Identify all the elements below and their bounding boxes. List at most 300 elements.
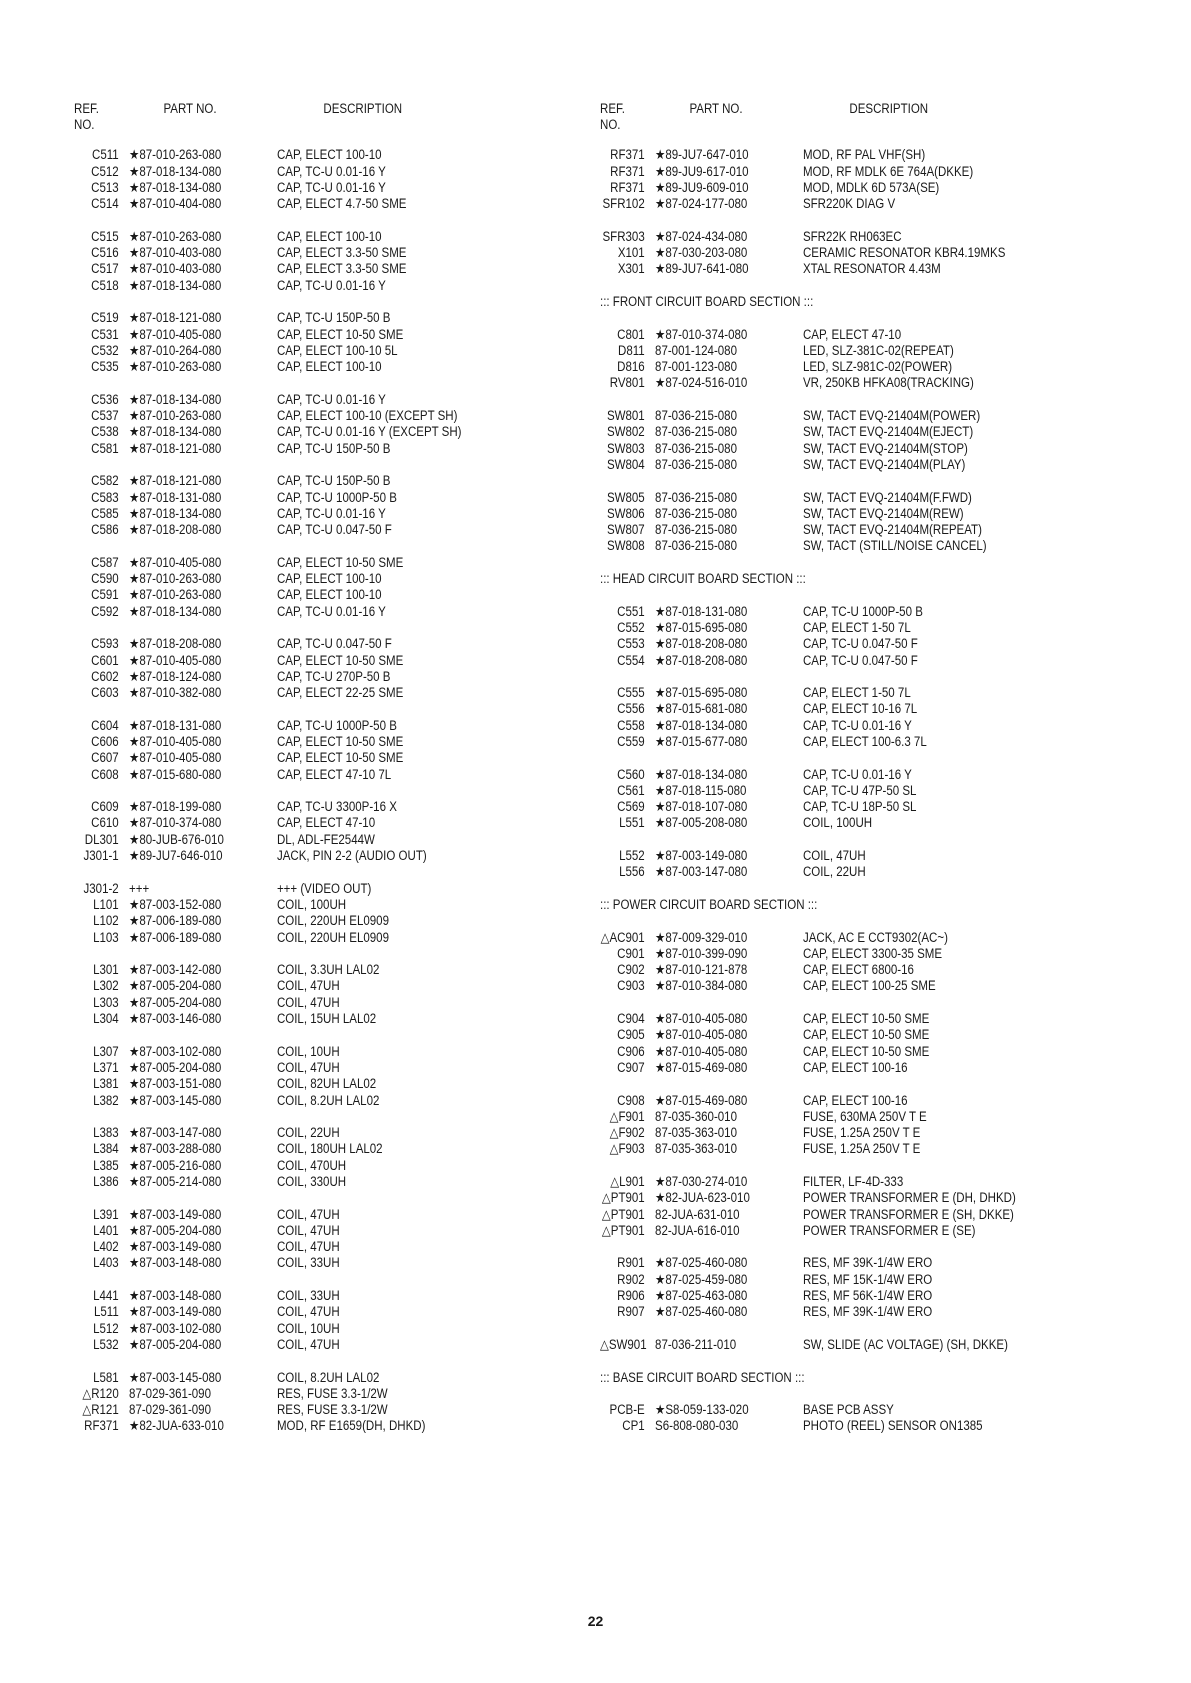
part-number: ★87-015-681-080 <box>655 701 748 717</box>
part-number: ★87-010-404-080 <box>129 196 222 212</box>
ref-number: C511 <box>92 147 119 163</box>
ref-number: C607 <box>91 750 119 766</box>
part-row <box>74 799 556 815</box>
part-description: COIL, 47UH <box>276 1239 340 1255</box>
ref-number: DL301 <box>84 831 119 847</box>
part-description: CAP, TC-U 0.01-16 Y <box>276 277 386 293</box>
part-description: SFR22K RH063EC <box>802 228 902 244</box>
part-description: CAP, TC-U 0.047-50 F <box>802 636 918 652</box>
part-row <box>74 1093 556 1109</box>
part-description: FUSE, 1.25A 250V T E <box>802 1141 921 1157</box>
part-number: 87-036-211-010 <box>655 1336 737 1352</box>
ref-number: L371 <box>93 1059 119 1075</box>
part-description: COIL, 47UH <box>276 1222 340 1238</box>
part-number: ★87-018-121-080 <box>129 440 222 456</box>
ref-number: L403 <box>93 1255 119 1271</box>
ref-number: J301-2 <box>83 880 119 896</box>
part-description: CAP, ELECT 10-16 7L <box>802 701 918 717</box>
ref-number: C902 <box>617 962 645 978</box>
part-row <box>600 1125 1082 1141</box>
part-description: CAP, ELECT 10-50 SME <box>802 1011 930 1027</box>
part-row <box>600 718 1082 734</box>
ref-number: △R120 <box>82 1385 119 1401</box>
part-number: ★87-003-149-080 <box>129 1239 222 1255</box>
ref-number: C908 <box>617 1092 645 1108</box>
part-number: ★87-003-288-080 <box>129 1141 222 1157</box>
part-row <box>600 424 1082 440</box>
part-description: CAP, ELECT 4.7-50 SME <box>276 196 407 212</box>
ref-number: C904 <box>617 1011 645 1027</box>
part-number: ★87-003-151-080 <box>129 1076 222 1092</box>
ref-number: C906 <box>617 1043 645 1059</box>
part-row <box>74 424 556 440</box>
part-row <box>74 278 556 294</box>
part-row <box>74 229 556 245</box>
part-number: ★87-018-134-080 <box>655 717 748 733</box>
part-description: COIL, 15UH LAL02 <box>276 1011 377 1027</box>
part-number: 87-001-123-080 <box>655 359 738 375</box>
part-row <box>600 441 1082 457</box>
part-row <box>600 375 1082 391</box>
part-description: COIL, 330UH <box>276 1174 347 1189</box>
part-description: RES, MF 15K-1/4W ERO <box>802 1271 933 1287</box>
part-number: 87-029-361-090 <box>129 1385 212 1401</box>
part-description: SFR220K DIAG V <box>802 196 896 212</box>
part-number: ★87-010-403-080 <box>129 261 222 277</box>
ref-number: △PT901 <box>601 1190 645 1206</box>
part-description: CAP, ELECT 10-50 SME <box>276 733 404 749</box>
part-number: ★87-010-374-080 <box>129 815 222 831</box>
ref-number: △SW901 <box>600 1336 647 1352</box>
part-description: CAP, TC-U 1000P-50 B <box>276 489 397 505</box>
ref-number: C585 <box>91 505 119 521</box>
part-row <box>74 441 556 457</box>
part-number: 82-JUA-631-010 <box>655 1206 740 1222</box>
part-row <box>74 180 556 196</box>
ref-number: R906 <box>617 1288 645 1304</box>
part-description: FUSE, 1.25A 250V T E <box>802 1125 921 1141</box>
part-number: 87-036-215-080 <box>655 408 738 424</box>
ref-number: C905 <box>617 1027 645 1043</box>
part-number: ★87-010-384-080 <box>655 978 748 994</box>
part-row <box>74 1207 556 1223</box>
parts-group <box>74 962 556 1027</box>
part-description: LED, SLZ-381C-02(REPEAT) <box>802 342 954 358</box>
part-row <box>74 604 556 620</box>
part-description: SW, TACT EVQ-21404M(REPEAT) <box>802 522 982 538</box>
part-number: ★87-003-145-080 <box>129 1369 222 1385</box>
part-number: ★87-025-459-080 <box>655 1271 748 1287</box>
ref-number: L303 <box>93 994 119 1010</box>
part-description: RES, FUSE 3.3-1/2W <box>276 1402 388 1418</box>
part-description: CAP, ELECT 10-50 SME <box>802 1027 930 1043</box>
part-description: DL, ADL-FE2544W <box>276 831 375 847</box>
part-row <box>74 636 556 652</box>
part-number: ★87-003-149-080 <box>129 1206 222 1222</box>
column-header <box>74 101 556 133</box>
ref-number: RF371 <box>610 163 645 179</box>
ref-number: SW804 <box>606 456 645 472</box>
part-number: S6-808-080-030 <box>655 1418 739 1434</box>
part-number: ★87-006-189-080 <box>129 929 222 945</box>
part-row <box>600 180 1082 196</box>
part-row <box>600 636 1082 652</box>
ref-number: C559 <box>617 733 645 749</box>
ref-number: C602 <box>91 668 119 684</box>
part-row <box>74 750 556 766</box>
ref-number: C592 <box>91 603 119 619</box>
part-description: COIL, 220UH EL0909 <box>276 929 389 945</box>
part-row <box>600 620 1082 636</box>
part-description: CAP, ELECT 100-10 <box>276 571 382 587</box>
part-row <box>74 1255 556 1271</box>
part-description: CAP, ELECT 1-50 7L <box>802 685 911 701</box>
parts-group <box>600 767 1082 832</box>
ref-number: RV801 <box>609 375 645 391</box>
part-row <box>600 653 1082 669</box>
part-row <box>600 848 1082 864</box>
ref-number: △F901 <box>609 1108 645 1124</box>
part-number: ★82-JUA-623-010 <box>655 1190 750 1206</box>
part-description: JACK, AC E CCT9302(AC~) <box>802 929 948 945</box>
part-number: ★87-018-134-080 <box>129 163 222 179</box>
ref-number: C551 <box>617 603 645 619</box>
part-row <box>74 1011 556 1027</box>
part-row <box>600 1190 1082 1206</box>
part-number: 87-036-215-080 <box>655 538 738 554</box>
part-row <box>600 930 1082 946</box>
part-row <box>74 506 556 522</box>
ref-number: C569 <box>617 799 645 815</box>
part-row <box>74 408 556 424</box>
part-description: MOD, RF MDLK 6E 764A(DKKE) <box>802 163 974 179</box>
part-description: CAP, ELECT 100-10 <box>276 587 382 603</box>
ref-number: C537 <box>91 408 119 424</box>
part-description: SW, TACT EVQ-21404M(PLAY) <box>802 456 966 472</box>
part-description: COIL, 47UH <box>276 1304 340 1320</box>
part-row <box>600 245 1082 261</box>
part-row <box>600 164 1082 180</box>
part-number: 87-035-363-010 <box>655 1125 738 1141</box>
part-row <box>600 1093 1082 1109</box>
part-row <box>600 522 1082 538</box>
part-row <box>74 1304 556 1320</box>
part-number: ★87-010-263-080 <box>129 147 222 163</box>
part-number: ★87-018-134-080 <box>129 505 222 521</box>
part-row <box>74 310 556 326</box>
part-description: FILTER, LF-4D-333 <box>802 1174 904 1189</box>
ref-number: L552 <box>619 848 645 864</box>
part-description: CAP, TC-U 18P-50 SL <box>802 799 917 815</box>
part-description: SW, TACT EVQ-21404M(F.FWD) <box>802 489 972 505</box>
ref-number: L101 <box>93 896 119 912</box>
part-row <box>74 995 556 1011</box>
part-number: ★87-003-148-080 <box>129 1255 222 1271</box>
ref-number: SW801 <box>606 408 645 424</box>
part-number: 87-035-363-010 <box>655 1141 738 1157</box>
part-row <box>600 1288 1082 1304</box>
part-number: ★87-003-142-080 <box>129 962 222 978</box>
part-description: COIL, 47UH <box>276 1206 340 1222</box>
part-number: ★87-018-134-080 <box>129 179 222 195</box>
ref-number: L386 <box>93 1174 119 1189</box>
part-description: RES, MF 39K-1/4W ERO <box>802 1304 933 1320</box>
part-number: ★87-010-263-080 <box>129 408 222 424</box>
parts-group <box>74 473 556 538</box>
part-row <box>600 1418 1082 1434</box>
ref-number: C556 <box>617 701 645 717</box>
part-number: ★87-003-146-080 <box>129 1011 222 1027</box>
parts-group <box>600 490 1082 555</box>
part-number: ★87-010-403-080 <box>129 245 222 261</box>
part-row <box>74 669 556 685</box>
part-row <box>600 196 1082 212</box>
part-row <box>74 685 556 701</box>
part-number: ★89-JU7-646-010 <box>129 848 223 864</box>
part-description: SW, TACT EVQ-21404M(STOP) <box>802 440 968 456</box>
part-description: CAP, TC-U 150P-50 B <box>276 473 391 489</box>
ref-number: L441 <box>93 1288 119 1304</box>
part-number: ★87-024-434-080 <box>655 228 748 244</box>
ref-number: L391 <box>93 1206 119 1222</box>
ref-number: L384 <box>93 1141 119 1157</box>
part-number: ★87-018-208-080 <box>129 636 222 652</box>
part-row <box>600 978 1082 994</box>
part-description: COIL, 82UH LAL02 <box>276 1076 377 1092</box>
part-number: ★87-018-131-080 <box>655 603 748 619</box>
part-description: COIL, 100UH <box>276 896 347 912</box>
part-row <box>600 783 1082 799</box>
part-description: RES, FUSE 3.3-1/2W <box>276 1385 388 1401</box>
ref-number: △L901 <box>610 1174 645 1189</box>
part-row <box>74 147 556 163</box>
part-row <box>74 196 556 212</box>
ref-number: SFR102 <box>602 196 645 212</box>
part-row <box>600 734 1082 750</box>
part-number: ★87-003-102-080 <box>129 1043 222 1059</box>
ref-number: C515 <box>91 228 119 244</box>
ref-number: L385 <box>93 1157 119 1173</box>
part-number: ★87-003-145-080 <box>129 1092 222 1108</box>
part-description: SW, TACT (STILL/NOISE CANCEL) <box>802 538 987 554</box>
part-row <box>74 1158 556 1174</box>
part-description: MOD, RF E1659(DH, DHKD) <box>276 1418 426 1434</box>
ref-number: X101 <box>617 245 645 261</box>
part-description: CAP, ELECT 47-10 7L <box>276 766 392 782</box>
ref-number: C512 <box>91 163 119 179</box>
part-row <box>600 604 1082 620</box>
part-description: CAP, ELECT 100-10 <box>276 147 382 163</box>
part-row <box>74 1370 556 1386</box>
part-number: ★87-010-405-080 <box>129 554 222 570</box>
part-number: +++ <box>129 880 150 896</box>
part-description: MOD, RF PAL VHF(SH) <box>802 147 926 163</box>
part-number: ★87-018-134-080 <box>655 766 748 782</box>
part-description: COIL, 3.3UH LAL02 <box>276 962 380 978</box>
part-row <box>74 718 556 734</box>
ref-number: C610 <box>91 815 119 831</box>
part-description: COIL, 33UH <box>276 1255 340 1271</box>
ref-number: C587 <box>91 554 119 570</box>
ref-no-header: REF. NO. <box>600 101 625 133</box>
part-row <box>600 490 1082 506</box>
part-number: ★87-003-148-080 <box>129 1288 222 1304</box>
ref-number: L301 <box>93 962 119 978</box>
ref-number: J301-1 <box>83 848 119 864</box>
part-description: CAP, TC-U 0.047-50 F <box>802 652 918 668</box>
parts-group <box>74 310 556 375</box>
ref-number: L382 <box>93 1092 119 1108</box>
part-description: COIL, 33UH <box>276 1288 340 1304</box>
part-number: ★87-010-382-080 <box>129 685 222 701</box>
part-number: ★87-010-263-080 <box>129 571 222 587</box>
ref-number: L512 <box>93 1320 119 1336</box>
part-description: CAP, ELECT 6800-16 <box>802 962 914 978</box>
part-row <box>600 343 1082 359</box>
part-number: ★87-030-274-010 <box>655 1174 748 1189</box>
part-number: ★87-003-149-080 <box>129 1304 222 1320</box>
part-description: CAP, TC-U 0.01-16 Y <box>276 163 386 179</box>
part-description: COIL, 10UH <box>276 1043 340 1059</box>
part-description: PHOTO (REEL) SENSOR ON1385 <box>802 1418 983 1434</box>
parts-list-right-column <box>600 101 1082 1451</box>
part-description: COIL, 22UH <box>276 1125 340 1141</box>
part-number: ★87-003-147-080 <box>655 864 748 880</box>
part-row <box>74 734 556 750</box>
part-number: ★87-010-405-080 <box>129 733 222 749</box>
parts-group <box>600 930 1082 995</box>
part-row <box>74 653 556 669</box>
part-description: RES, MF 56K-1/4W ERO <box>802 1288 933 1304</box>
part-row <box>74 962 556 978</box>
part-description: CAP, ELECT 22-25 SME <box>276 685 404 701</box>
ref-number: RF371 <box>610 179 645 195</box>
ref-number: C608 <box>91 766 119 782</box>
part-row <box>600 1044 1082 1060</box>
parts-group <box>600 604 1082 669</box>
part-row <box>74 392 556 408</box>
part-description: CAP, ELECT 10-50 SME <box>276 652 404 668</box>
ref-number: L103 <box>93 929 119 945</box>
part-row <box>600 1402 1082 1418</box>
parts-group <box>600 408 1082 473</box>
parts-group <box>600 1174 1082 1239</box>
parts-group <box>600 327 1082 392</box>
part-number: ★87-015-469-080 <box>655 1092 748 1108</box>
part-number: ★87-010-405-080 <box>655 1043 748 1059</box>
part-row <box>74 343 556 359</box>
part-row <box>600 701 1082 717</box>
parts-group <box>600 147 1082 212</box>
part-row <box>600 457 1082 473</box>
part-description: COIL, 8.2UH LAL02 <box>276 1369 380 1385</box>
ref-number: L532 <box>93 1336 119 1352</box>
part-number: ★87-010-263-080 <box>129 228 222 244</box>
part-number: ★89-JU7-647-010 <box>655 147 749 163</box>
parts-group <box>74 718 556 783</box>
part-description: CAP, ELECT 100-6.3 7L <box>802 733 927 749</box>
ref-number: L307 <box>93 1043 119 1059</box>
part-number: ★87-003-102-080 <box>129 1320 222 1336</box>
part-description: CAP, ELECT 100-10 5L <box>276 342 398 358</box>
ref-number: C581 <box>91 440 119 456</box>
part-description: POWER TRANSFORMER E (SE) <box>802 1222 976 1238</box>
ref-number: C535 <box>91 359 119 375</box>
parts-group <box>74 636 556 701</box>
ref-number: L102 <box>93 913 119 929</box>
part-row <box>74 1288 556 1304</box>
part-number: ★87-006-189-080 <box>129 913 222 929</box>
part-row <box>74 767 556 783</box>
ref-number: C582 <box>91 473 119 489</box>
part-row <box>74 327 556 343</box>
part-number: ★87-005-204-080 <box>129 978 222 994</box>
part-row <box>74 1402 556 1418</box>
parts-group <box>74 1207 556 1272</box>
part-number: ★87-010-405-080 <box>129 652 222 668</box>
ref-number: SW808 <box>606 538 645 554</box>
ref-number: C553 <box>617 636 645 652</box>
ref-number: △F902 <box>609 1125 645 1141</box>
column-header <box>600 101 1082 133</box>
part-description: SW, TACT EVQ-21404M(REW) <box>802 505 964 521</box>
ref-number: C531 <box>91 326 119 342</box>
parts-group <box>600 685 1082 750</box>
ref-number: C517 <box>91 261 119 277</box>
ref-number: C591 <box>91 587 119 603</box>
part-description: CAP, TC-U 3300P-16 X <box>276 799 397 815</box>
ref-number: C903 <box>617 978 645 994</box>
part-number: ★87-005-204-080 <box>129 1059 222 1075</box>
ref-number: △PT901 <box>601 1206 645 1222</box>
part-description: CAP, ELECT 10-50 SME <box>276 750 404 766</box>
ref-number: L581 <box>93 1369 119 1385</box>
part-number: ★87-010-399-090 <box>655 945 748 961</box>
part-description: CAP, TC-U 0.01-16 Y <box>802 766 912 782</box>
part-number: 87-029-361-090 <box>129 1402 212 1418</box>
part-number: ★87-005-204-080 <box>129 1222 222 1238</box>
part-number: ★87-018-199-080 <box>129 799 222 815</box>
part-number: ★87-018-124-080 <box>129 668 222 684</box>
part-row <box>600 864 1082 880</box>
part-description: CAP, ELECT 10-50 SME <box>802 1043 930 1059</box>
ref-number: C538 <box>91 424 119 440</box>
ref-number: R907 <box>617 1304 645 1320</box>
part-description: COIL, 47UH <box>276 1059 340 1075</box>
part-description: VR, 250KB HFKA08(TRACKING) <box>802 375 974 391</box>
part-row <box>600 1255 1082 1271</box>
part-description: CAP, TC-U 0.047-50 F <box>276 636 392 652</box>
part-number: ★87-010-374-080 <box>655 326 748 342</box>
part-description: JACK, PIN 2-2 (AUDIO OUT) <box>276 848 427 864</box>
part-description: LED, SLZ-981C-02(POWER) <box>802 359 953 375</box>
ref-number: C604 <box>91 717 119 733</box>
section-title: ::: HEAD CIRCUIT BOARD SECTION ::: <box>600 571 806 587</box>
ref-number: C609 <box>91 799 119 815</box>
parts-group <box>600 1255 1082 1320</box>
parts-group <box>74 1044 556 1109</box>
part-description: COIL, 470UH <box>276 1157 347 1173</box>
part-row <box>600 1304 1082 1320</box>
part-number: ★87-018-208-080 <box>655 652 748 668</box>
part-description: COIL, 100UH <box>802 815 873 831</box>
part-row <box>600 962 1082 978</box>
ref-number: C536 <box>91 391 119 407</box>
part-number: ★87-010-263-080 <box>129 587 222 603</box>
ref-number: PCB-E <box>609 1402 645 1418</box>
part-row <box>74 1174 556 1190</box>
ref-number: R902 <box>617 1271 645 1287</box>
